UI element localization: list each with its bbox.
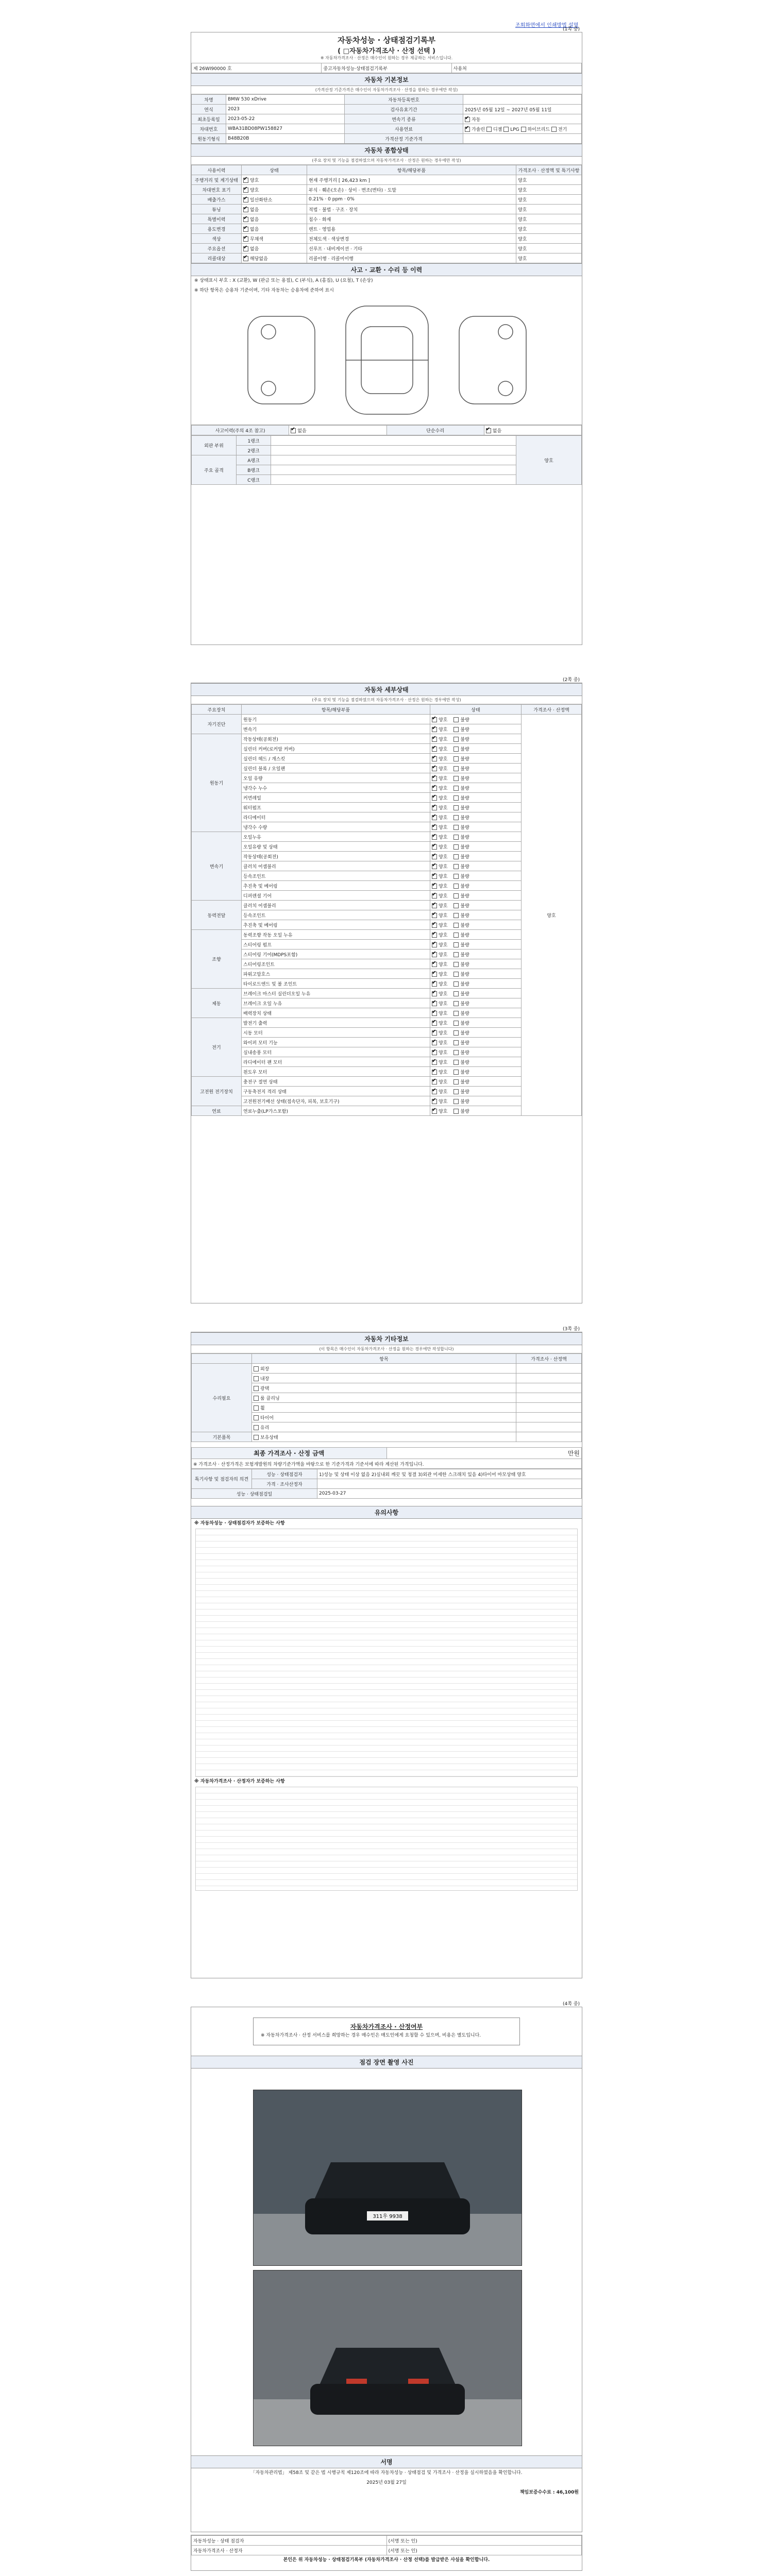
- item-label: 타이로드엔드 및 볼 조인트: [242, 979, 430, 989]
- signature-title: 서명: [191, 2455, 582, 2468]
- item-label: 타이어: [260, 1415, 274, 1421]
- checkbox[interactable]: [432, 962, 437, 967]
- checkbox[interactable]: [453, 972, 459, 977]
- state-cell: ✔ 양호 불량: [430, 910, 522, 920]
- accident-history-table: 사고이력(주의 4조 참고) ✔ 없음 단순수리 ✔ 없음: [191, 425, 582, 435]
- page-4: [191, 2002, 582, 2532]
- item-label: 원동기: [242, 715, 430, 724]
- checkbox[interactable]: [453, 874, 459, 879]
- checkbox[interactable]: [432, 981, 437, 987]
- checkbox[interactable]: [432, 737, 437, 742]
- item-label: 실내송풍 모터: [242, 1047, 430, 1057]
- state-cell: ✔ 양호 불량: [430, 724, 522, 734]
- checkbox[interactable]: [432, 1079, 437, 1084]
- checkbox[interactable]: [432, 1099, 437, 1104]
- item-label: 보유상태: [260, 1435, 278, 1440]
- checkbox[interactable]: [432, 776, 437, 781]
- group-label: 원동기: [192, 734, 242, 832]
- state-cell: ✔ 양호 불량: [430, 871, 522, 881]
- checkbox[interactable]: [453, 893, 459, 899]
- checkbox[interactable]: [432, 903, 437, 908]
- page-3: [191, 1327, 582, 1978]
- checkbox[interactable]: [453, 1021, 459, 1026]
- car-front-icon: [254, 2090, 522, 2265]
- checkbox[interactable]: [453, 952, 459, 957]
- checkbox[interactable]: [453, 815, 459, 820]
- item-label: 클러치 어셈블리: [242, 861, 430, 871]
- state-cell: ✔ 양호 불량: [430, 764, 522, 773]
- state-cell: ✔ 양호 불량: [430, 783, 522, 793]
- state-cell: ✔ 양호 불량: [430, 793, 522, 803]
- price-cell: [516, 1403, 582, 1413]
- header-note: ※ 자동차가격조사 · 산정은 매수인이 원하는 경우 제공하는 서비스입니다.: [320, 56, 453, 60]
- checkbox[interactable]: [432, 1050, 437, 1055]
- checkbox[interactable]: [432, 991, 437, 996]
- checkbox[interactable]: [453, 1060, 459, 1065]
- page-5: [191, 2535, 582, 2571]
- notes-text-block: [195, 1529, 578, 1777]
- state-cell: ✔ 양호 불량: [430, 989, 522, 998]
- checkbox[interactable]: [453, 913, 459, 918]
- doc-type: 중고자동차성능·상태점검기록부: [322, 63, 451, 73]
- state-cell: ✔ 양호 불량: [430, 979, 522, 989]
- photos-title: 점검 장면 촬영 사진: [191, 2056, 582, 2069]
- state-cell: ✔ 양호 불량: [430, 852, 522, 861]
- price-cell: [516, 1364, 582, 1374]
- state-cell: ✔ 양호 불량: [430, 901, 522, 910]
- inspection-date: 2025-03-27: [317, 1489, 582, 1499]
- item-label: 고전원전기배선 상태(접속단자, 피복, 보호기구): [242, 1096, 430, 1106]
- checkbox[interactable]: [453, 1099, 459, 1104]
- price-cell: [516, 1422, 582, 1432]
- item-label: 디퍼렌셜 기어: [242, 891, 430, 901]
- item-label: 파워고압호스: [242, 969, 430, 979]
- item-label: 스티어링 펌프: [242, 940, 430, 950]
- details-table: 주요장치 항목/해당부품 상태 가격조사 · 산정액 자기진단 원동기 ✔ 양호 불량 양호 변속기 ✔ 양호 불량 원동기 작동상태(공회전) ✔ 양호 불량 실린더 커버(로커암 커버) ✔ 양호 불량 실린더 헤드 / 개스킷 ✔ 양호 불량 실린더 블록 / 오일팬 ✔ 양호 불량 오일 유량 ✔ 양호 불량 냉각수 누수 ✔ 양호 불량 커먼레일 ✔ 양호 불량 워터펌프 ✔ 양호 불량 라디에이터 ✔ 양호 불량 냉각수 수량 ✔ 양호 불량 변속기 오일누유 ✔ 양호 불량 오일유량 및 상태 ✔ 양호 불량 작동상태(공회전) ✔ 양호 불량 클러치 어셈블리 ✔ 양호 불량 등속조인트 ✔ 양호 불량 추진축 및 베어링 ✔ 양호 불량 디퍼렌셜 기어 ✔ 양호 불량 동력전달 클러치 어셈블리 ✔ 양호 불량 등속조인트 ✔ 양호 불량 추진축 및 베어링 ✔ 양호 불량 조향 동력조향 작동 오일 누유 ✔ 양호 불량 스티어링 펌프 ✔ 양호 불량 스티어링 기어(MDPS포함) ✔ 양호 불량 스티어링조인트 ✔ 양호 불량 파워고압호스 ✔ 양호 불량 타이로드엔드 및 볼 조인트 ✔ 양호 불량 제동 브레이크 마스터 실린더오일 누유 ✔ 양호 불량 브레이크 오일 누유 ✔ 양호 불량 배력장치 상태 ✔ 양호 불량 전기 발전기 출력 ✔ 양호 불량 시동 모터 ✔ 양호 불량 와이퍼 모터 기능 ✔ 양호 불량 실내송풍 모터 ✔ 양호 불량 라디에이터 팬 모터 ✔ 양호 불량 윈도우 모터 ✔ 양호 불량 고전원 전기장치 충전구 절연 상태 ✔ 양호 불량 구동축전지 격리 상태 ✔ 양호 불량 고전원전기배선 상태(접속단자, 피복, 보호기구) ✔ 양호 불량 연료 연료누출(LP가스포함) ✔ 양호 불량: [191, 704, 582, 1116]
- checkbox[interactable]: [453, 933, 459, 938]
- item-label: 냉각수 누수: [242, 783, 430, 793]
- table-row: 차대번호 표기 ✔ 양호 부식 · 훼손(오손) · 상이 · 변조(변타) · 도말 양호: [192, 185, 582, 195]
- checkbox[interactable]: [432, 893, 437, 899]
- summary-section-sub: (주요 장치 및 기능을 점검하였으며 자동차가격조사 · 산정은 원하는 경우에만 작성): [191, 157, 582, 165]
- group-label: 자기진단: [192, 715, 242, 734]
- page-2: [191, 677, 582, 1303]
- checkbox[interactable]: [432, 884, 437, 889]
- table-row: [192, 715, 582, 724]
- state-cell: ✔ 양호 불량: [430, 998, 522, 1008]
- checkbox[interactable]: [432, 1001, 437, 1006]
- checkbox[interactable]: [291, 428, 296, 433]
- checkbox[interactable]: [453, 1079, 459, 1084]
- checkbox[interactable]: [432, 727, 437, 732]
- signature-footer: 본인은 위 자동차성능 · 상태점검기록부 (자동차가격조사 · 산정 선택)를 발급받은 사실을 확인합니다.: [283, 2557, 490, 2563]
- state-cell: ✔ 양호 불량: [430, 959, 522, 969]
- car-diagram: [191, 296, 582, 425]
- checkbox[interactable]: [432, 1040, 437, 1045]
- checkbox[interactable]: [453, 1011, 459, 1016]
- item-label: 룸 클리닝: [260, 1396, 280, 1401]
- price-cell: [516, 1374, 582, 1383]
- item-label: 외장: [260, 1366, 270, 1372]
- checkbox[interactable]: [453, 727, 459, 732]
- group-label: 조향: [192, 930, 242, 989]
- checkbox[interactable]: [453, 747, 459, 752]
- checkbox[interactable]: [254, 1425, 259, 1430]
- details-section-title: 자동차 세부상태: [191, 683, 582, 696]
- item-label: 구동축전지 격리 상태: [242, 1087, 430, 1096]
- checkbox[interactable]: [453, 864, 459, 869]
- accident-section-title: 사고 · 교환 · 수리 등 이력: [191, 263, 582, 276]
- checkbox[interactable]: [453, 1050, 459, 1055]
- state-cell: ✔ 양호 불량: [430, 1047, 522, 1057]
- checkbox[interactable]: [243, 178, 248, 183]
- checkbox[interactable]: [453, 805, 459, 810]
- group-label: 제동: [192, 989, 242, 1018]
- checkbox[interactable]: [453, 884, 459, 889]
- item-label: 작동상태(공회전): [242, 852, 430, 861]
- item-label: 라디에이터: [242, 812, 430, 822]
- item-label: 동력조향 작동 오일 누유: [242, 930, 430, 940]
- checkbox[interactable]: [432, 942, 437, 947]
- checkbox[interactable]: [465, 117, 470, 122]
- state-cell: ✔ 양호 불량: [430, 1096, 522, 1106]
- inspection-photo-front: [253, 2090, 522, 2266]
- consent-box: 자동차가격조사 · 산정여부 ※ 자동차가격조사 · 산정 서비스를 희망하는 경우 매수인은 매도인에게 요청할 수 있으며, 비용은 별도입니다.: [253, 2018, 520, 2045]
- price-cell: [516, 1383, 582, 1393]
- state-cell: ✔ 양호 불량: [430, 950, 522, 959]
- item-label: 클러치 어셈블리: [242, 901, 430, 910]
- checkbox[interactable]: [432, 747, 437, 752]
- state-cell: ✔ 양호 불량: [430, 1067, 522, 1077]
- item-label: 추진축 및 베어링: [242, 920, 430, 930]
- inspection-photo-rear: [253, 2270, 522, 2446]
- checkbox[interactable]: [254, 1366, 259, 1371]
- engine: B48B20B: [226, 134, 345, 144]
- state-cell: ✔ 양호 불량: [430, 754, 522, 764]
- state-cell: ✔ 양호 불량: [430, 861, 522, 871]
- checkbox[interactable]: [486, 428, 491, 433]
- price-cell: [516, 1432, 582, 1442]
- page-number: (1쪽 중): [563, 27, 580, 32]
- checkbox[interactable]: [254, 1405, 259, 1411]
- checkbox[interactable]: [453, 756, 459, 761]
- group-label: 고전원 전기장치: [192, 1077, 242, 1106]
- summary-section-title: 자동차 종합상태: [191, 144, 582, 157]
- item-label: 실린더 헤드 / 개스킷: [242, 754, 430, 764]
- state-cell: ✔ 양호 불량: [430, 891, 522, 901]
- checkbox[interactable]: [453, 786, 459, 791]
- checkbox[interactable]: [432, 717, 437, 722]
- checkbox[interactable]: [453, 854, 459, 859]
- checkbox[interactable]: [453, 1030, 459, 1036]
- checkbox[interactable]: [432, 972, 437, 977]
- car-rear-icon: [254, 2270, 522, 2446]
- state-cell: ✔ 양호 불량: [430, 773, 522, 783]
- state-cell: ✔ 양호 불량: [430, 734, 522, 744]
- final-price-table: 최종 가격조사 · 산정 금액 만원 ※ 가격조사 · 산정가격은 보험개발원의 차량기준가액을 바탕으로 한 기준가격과 기준서에 따라 계산된 가격입니다.: [191, 1447, 582, 1469]
- item-label: 등속조인트: [242, 871, 430, 881]
- state-cell: ✔ 양호 불량: [430, 920, 522, 930]
- checkbox[interactable]: [432, 933, 437, 938]
- checkbox[interactable]: [254, 1396, 259, 1401]
- state-cell: ✔ 양호 불량: [430, 842, 522, 852]
- page-number: (4쪽 중): [563, 2002, 580, 2007]
- checkbox[interactable]: [486, 127, 492, 132]
- checkbox[interactable]: [432, 815, 437, 820]
- checkbox[interactable]: [453, 737, 459, 742]
- details-section-sub: (주요 장치 및 기능을 점검하였으며 자동차가격조사 · 산정은 원하는 경우에만 작성): [191, 696, 582, 704]
- table-row: 배출가스 ✔ 일산화탄소 0.21% · 0 ppm · 0% 양호: [192, 195, 582, 205]
- page-number: (3쪽 중): [563, 1327, 580, 1332]
- checkbox[interactable]: [453, 1001, 459, 1006]
- notes-part2: ※ 자동차가격조사 · 산정자가 보증하는 사항: [194, 1779, 285, 1784]
- item-label: 변속기: [242, 724, 430, 734]
- checkbox[interactable]: [453, 1109, 459, 1114]
- checkbox[interactable]: [243, 217, 248, 222]
- item-label: 브레이크 오일 누유: [242, 998, 430, 1008]
- checkbox[interactable]: [432, 1030, 437, 1036]
- checkbox[interactable]: [453, 717, 459, 722]
- other-table: 항목 가격조사 · 산정액 수리필요 외장 내장 광택 룸 클리닝 휠 타이어 유리 기본품목 보유상태: [191, 1353, 582, 1442]
- group-label: 기본품목: [192, 1432, 252, 1442]
- page-1: [191, 27, 582, 645]
- state-cell: ✔ 양호 불량: [430, 715, 522, 724]
- state-cell: ✔ 양호 불량: [430, 1087, 522, 1096]
- state-cell: ✔ 양호 불량: [430, 1106, 522, 1116]
- state-cell: ✔ 양호 불량: [430, 832, 522, 842]
- table-row: 주행거리 및 계기상태 ✔ 양호 현재 주행거리 [ 26,423 km ] 양호: [192, 175, 582, 185]
- document-subtitle: ( □자동차가격조사 · 산정 선택 ): [338, 47, 435, 55]
- checkbox[interactable]: [243, 207, 248, 212]
- summary-table: 사용이력 상태 항목/해당부품 가격조사 · 산정액 및 특기사항 주행거리 및 계기상태 ✔ 양호 현재 주행거리 [ 26,423 km ] 양호 차대번호 표기 ✔ 양호 부식 · 훼손(오손) · 상이 · 변조(변타) · 도말 양호 배출가스 ✔ 일산화탄소 0.21% · 0 ppm · 0% 양호 튜닝 ✔ 없음 적법 · 불법 · 구조 · 장치 양호 특별이력 ✔ 없음 침수 · 화재 양호 용도변경 ✔ 없음 렌트 · 영업용 양호 색상 ✔ 무채색 전체도색 · 색상변경 양호 주요옵션 ✔ 없음 선루프 · 내비게이션 · 기타 양호 리콜대상 ✔ 해당없음 리콜이행 · 리콜미이행 양호: [191, 165, 582, 263]
- checkbox[interactable]: [453, 766, 459, 771]
- checkbox[interactable]: [453, 844, 459, 850]
- checkbox[interactable]: [432, 1021, 437, 1026]
- checkbox[interactable]: [432, 786, 437, 791]
- checkbox[interactable]: [432, 825, 437, 830]
- item-label: 라디에이터 팬 모터: [242, 1057, 430, 1067]
- state-cell: ✔ 양호 불량: [430, 1008, 522, 1018]
- checkbox[interactable]: [243, 236, 248, 242]
- item-label: 광택: [260, 1386, 270, 1392]
- accident-note: ※ 상태표시 부호 : X (교환), W (판금 또는 용접), C (부식), A (흠집), U (요철), T (손상): [194, 278, 373, 283]
- item-label: 와이퍼 모터 기능: [242, 1038, 430, 1047]
- checkbox[interactable]: [432, 1089, 437, 1094]
- group-label: 연료: [192, 1106, 242, 1116]
- checkbox[interactable]: [432, 1060, 437, 1065]
- signature-roles: 자동차성능 · 상태 점검자 (서명 또는 인) 자동차가격조사 · 산정자 (서명 또는 인): [191, 2535, 582, 2555]
- checkbox[interactable]: [432, 1011, 437, 1016]
- checkbox[interactable]: [465, 127, 470, 132]
- checkbox[interactable]: [432, 805, 437, 810]
- checkbox[interactable]: [243, 256, 248, 261]
- state-cell: ✔ 양호 불량: [430, 930, 522, 940]
- vehicle-table: 차명 BMW 530 xDrive 자동차등록번호 연식 2023 검사유효기간 2025년 05월 12일 ~ 2027년 05월 11일 최초등록일 2023-05-22 변속기 종류 ✔ 자동 차대번호 WBA31BD08PW158827 사용연료 ✔ 가솔린 디젤 LPG 하이브리드 전기 원동기형식 B48B20B 가격산정 기준가격: [191, 94, 582, 144]
- other-section-title: 자동차 기타정보: [191, 1332, 582, 1345]
- checkbox[interactable]: [432, 756, 437, 761]
- item-label: 발전기 출력: [242, 1018, 430, 1028]
- checkbox[interactable]: [453, 835, 459, 840]
- state-cell: ✔ 양호 불량: [430, 822, 522, 832]
- inspector-table: 특기사항 및 점검자의 의견 성능 · 상태점검자 1)성능 및 상태 이상 없음 2)실내외 깨끗 및 청결 3)외관 미세한 스크래치 있음 4)타이어 마모상태 양호 가격 · 조사산정자 성능 · 상태점검일 2025-03-27: [191, 1469, 582, 1499]
- checkbox[interactable]: [254, 1376, 259, 1381]
- other-section-sub: (이 항목은 매수인이 자동차가격조사 · 산정을 원하는 경우에만 작성합니다): [191, 1345, 582, 1353]
- checkbox[interactable]: [243, 227, 248, 232]
- item-label: 실린더 블록 / 오일팬: [242, 764, 430, 773]
- item-label: 스티어링 기어(MDPS포함): [242, 950, 430, 959]
- state-cell: ✔ 양호 불량: [430, 1018, 522, 1028]
- item-label: 유리: [260, 1425, 270, 1431]
- item-label: 충전구 절연 상태: [242, 1077, 430, 1087]
- checkbox[interactable]: [453, 1040, 459, 1045]
- item-label: 오일누유: [242, 832, 430, 842]
- state-cell: ✔ 양호 불량: [430, 1077, 522, 1087]
- vehicle-name: BMW 530 xDrive: [226, 95, 345, 105]
- vehicle-section-title: 자동차 기본정보: [191, 73, 582, 86]
- checkbox[interactable]: [432, 952, 437, 957]
- item-label: 냉각수 수량: [242, 822, 430, 832]
- state-cell: ✔ 양호 불량: [430, 940, 522, 950]
- item-label: 윈도우 모터: [242, 1067, 430, 1077]
- table-row: [192, 1432, 582, 1442]
- signature-block: 「자동차관리법」 제58조 및 같은 법 시행규칙 제120조에 따라 자동차성능 · 상태점검 및 가격조사 · 산정을 실시하였음을 확인합니다. 2025년 03월 27일 책임보증수수료 : 46,100원: [250, 2470, 579, 2495]
- item-label: 시동 모터: [242, 1028, 430, 1038]
- item-label: 추진축 및 베어링: [242, 881, 430, 891]
- group-label: 변속기: [192, 832, 242, 901]
- first-reg: 2023-05-22: [226, 114, 345, 124]
- group-label: 동력전달: [192, 901, 242, 930]
- checkbox[interactable]: [432, 844, 437, 850]
- item-label: 오일유량 및 상태: [242, 842, 430, 852]
- page-number: (2쪽 중): [563, 677, 580, 683]
- price-cell: [516, 1393, 582, 1403]
- item-label: 브레이크 마스터 실린더오일 누유: [242, 989, 430, 998]
- table-row: 튜닝 ✔ 없음 적법 · 불법 · 구조 · 장치 양호: [192, 205, 582, 214]
- checkbox[interactable]: [453, 825, 459, 830]
- state-cell: ✔ 양호 불량: [430, 812, 522, 822]
- notes-title: 유의사항: [191, 1506, 582, 1519]
- checkbox[interactable]: [453, 776, 459, 781]
- group-label: 전기: [192, 1018, 242, 1077]
- price-cell: [516, 1413, 582, 1422]
- checkbox[interactable]: [254, 1386, 259, 1391]
- checkbox[interactable]: [453, 942, 459, 947]
- item-label: 커먼레일: [242, 793, 430, 803]
- group-label: 수리필요: [192, 1364, 252, 1432]
- state-cell: ✔ 양호 불량: [430, 1057, 522, 1067]
- checkbox[interactable]: [432, 766, 437, 771]
- doc-seller: 사용처: [451, 63, 581, 73]
- state-cell: ✔ 양호 불량: [430, 1038, 522, 1047]
- checkbox[interactable]: [254, 1415, 259, 1420]
- checkbox[interactable]: [453, 795, 459, 801]
- item-label: 오일 유량: [242, 773, 430, 783]
- checkbox[interactable]: [453, 1089, 459, 1094]
- checkbox[interactable]: [453, 923, 459, 928]
- checkbox[interactable]: [243, 197, 248, 202]
- state-cell: ✔ 양호 불량: [430, 744, 522, 754]
- notes-part1: ※ 자동차성능 · 상태점검자가 보증하는 사항: [194, 1521, 285, 1526]
- item-label: 연료누출(LP가스포함): [242, 1106, 430, 1116]
- table-row: [192, 1364, 582, 1374]
- checkbox[interactable]: [243, 188, 248, 193]
- table-row: 용도변경 ✔ 없음 렌트 · 영업용 양호: [192, 224, 582, 234]
- state-cell: ✔ 양호 불량: [430, 803, 522, 812]
- item-label: 워터펌프: [242, 803, 430, 812]
- checkbox[interactable]: [432, 835, 437, 840]
- checkbox[interactable]: [453, 903, 459, 908]
- license-plate: 311우 9938: [373, 2214, 402, 2219]
- notes-text-block: [195, 1787, 578, 1891]
- item-label: 등속조인트: [242, 910, 430, 920]
- checkbox[interactable]: [521, 127, 526, 132]
- rank-table: 외판 부위 1랭크 양호 2랭크 주요 골격 A랭크 B랭크 C랭크: [191, 435, 582, 485]
- checkbox[interactable]: [453, 1070, 459, 1075]
- checkbox[interactable]: [243, 246, 248, 251]
- checkbox[interactable]: [551, 127, 557, 132]
- item-label: 휠: [260, 1405, 265, 1411]
- checkbox[interactable]: [453, 962, 459, 967]
- checkbox[interactable]: [432, 923, 437, 928]
- table-row: 색상 ✔ 무채색 전체도색 · 색상변경 양호: [192, 234, 582, 244]
- table-row: 주요옵션 ✔ 없음 선루프 · 내비게이션 · 기타 양호: [192, 244, 582, 253]
- insp-dates: 2025년 05월 12일 ~ 2027년 05월 11일: [463, 105, 582, 114]
- checkbox[interactable]: [453, 991, 459, 996]
- item-label: 배력장치 상태: [242, 1008, 430, 1018]
- doc-no: 제 26WI90000 호: [192, 63, 322, 73]
- checkbox[interactable]: [254, 1435, 259, 1440]
- checkbox[interactable]: [432, 1070, 437, 1075]
- item-label: 실린더 커버(로커암 커버): [242, 744, 430, 754]
- item-label: 작동상태(공회전): [242, 734, 430, 744]
- print-help-link[interactable]: 조회화면에서 인쇄방법 설명: [515, 23, 579, 28]
- state-cell: ✔ 양호 불량: [430, 1028, 522, 1038]
- document-header: [191, 32, 582, 63]
- checkbox[interactable]: [432, 913, 437, 918]
- checkbox[interactable]: [432, 864, 437, 869]
- document-title: 자동차성능 · 상태점검기록부: [337, 36, 436, 45]
- checkbox[interactable]: [432, 874, 437, 879]
- price-cell: 양호: [522, 715, 582, 1116]
- vehicle-year: 2023: [226, 105, 345, 114]
- accident-legend: ※ 하단 항목은 승용차 기준이며, 기타 자동차는 승용차에 준하여 표시: [194, 288, 334, 293]
- checkbox[interactable]: [432, 854, 437, 859]
- state-cell: ✔ 양호 불량: [430, 969, 522, 979]
- vin: WBA31BD08PW158827: [226, 124, 345, 134]
- item-label: 내장: [260, 1376, 270, 1382]
- checkbox[interactable]: [432, 1109, 437, 1114]
- checkbox[interactable]: [432, 795, 437, 801]
- item-label: 스티어링조인트: [242, 959, 430, 969]
- state-cell: ✔ 양호 불량: [430, 881, 522, 891]
- checkbox[interactable]: [503, 127, 509, 132]
- checkbox[interactable]: [453, 981, 459, 987]
- vehicle-section-sub: (가격산정 기준가격은 매수인이 자동차가격조사 · 산정을 원하는 경우에만 작성): [191, 86, 582, 94]
- car-outline-icon: [191, 296, 582, 425]
- table-row: 리콜대상 ✔ 해당없음 리콜이행 · 리콜미이행 양호: [192, 253, 582, 263]
- doc-number-table: [191, 63, 582, 73]
- table-row: 특별이력 ✔ 없음 침수 · 화재 양호: [192, 214, 582, 224]
